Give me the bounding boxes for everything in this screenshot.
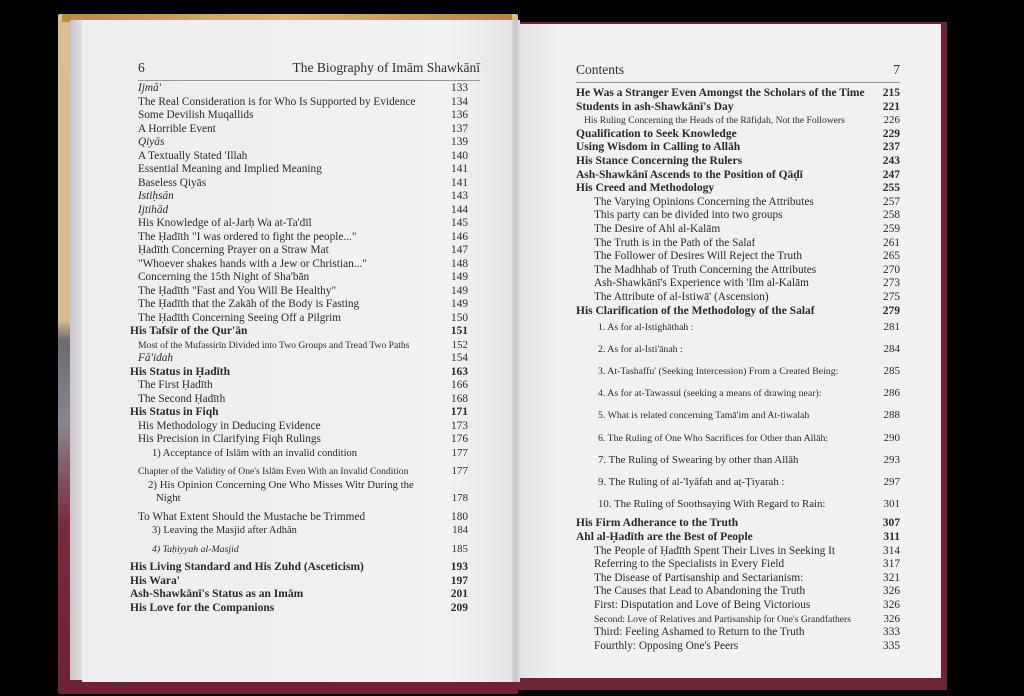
toc-page: 285 bbox=[883, 365, 900, 378]
toc-chapter bbox=[130, 406, 468, 420]
toc-title: Fā'idah bbox=[138, 352, 174, 364]
toc-title: The People of Ḥadīth Spent Their Lives in Seeking It bbox=[594, 544, 836, 557]
toc-title: The Ḥadīth that the Zakāh of the Body is Fasting bbox=[138, 298, 360, 310]
toc-entry bbox=[130, 109, 468, 123]
toc-title: A Textually Stated 'Illah bbox=[138, 149, 248, 162]
toc-entry bbox=[576, 237, 900, 251]
toc-page: 152 bbox=[451, 338, 468, 351]
toc-page: 237 bbox=[882, 141, 900, 154]
toc-title: Ash-Shawkānī Ascends to the Position of Qāḍī bbox=[576, 168, 803, 181]
toc-title: The Truth is in the Path of the Salaf bbox=[594, 236, 756, 249]
toc-title: 2. As for al-Isti'ānah : bbox=[598, 344, 683, 356]
toc-entry bbox=[130, 177, 468, 191]
toc-entry bbox=[576, 409, 900, 423]
toc-chapter bbox=[576, 517, 900, 531]
toc-entry bbox=[130, 379, 468, 393]
toc-title: The Ḥadīth Concerning Seeing Off a Pilgrim bbox=[138, 311, 342, 324]
toc-title: Some Devilish Muqallids bbox=[138, 109, 254, 121]
toc-page: 177 bbox=[451, 446, 468, 459]
toc-title: This party can be divided into two groups bbox=[594, 209, 783, 222]
toc-title: The Follower of Desires Will Reject the Truth bbox=[594, 250, 802, 263]
toc-title: His Firm Adherance to the Truth bbox=[576, 517, 739, 530]
toc-entry bbox=[130, 190, 468, 204]
toc-entry bbox=[130, 204, 468, 218]
toc-page: 288 bbox=[883, 409, 900, 422]
toc-entry bbox=[130, 258, 468, 272]
toc-page: 297 bbox=[883, 475, 900, 488]
toc-page: 184 bbox=[452, 525, 468, 536]
toc-title: His Creed and Methodology bbox=[576, 182, 715, 195]
toc-entry bbox=[130, 393, 468, 407]
page-stack-edge bbox=[70, 20, 82, 680]
toc-page: 136 bbox=[451, 109, 468, 121]
toc-title: His Living Standard and His Zuhd (Asceticism) bbox=[130, 561, 364, 573]
toc-title: Ijtihād bbox=[138, 203, 169, 216]
toc-page: 171 bbox=[450, 406, 468, 418]
left-running-head bbox=[138, 60, 480, 81]
toc-title: The Attribute of al-Istiwā' (Ascension) bbox=[594, 290, 769, 303]
toc-title: Ḥadīth Concerning Prayer on a Straw Mat bbox=[138, 244, 329, 256]
left-running-title: The Biography of Imām Shawkānī bbox=[292, 60, 480, 75]
toc-title: His Love for the Companions bbox=[130, 601, 275, 614]
toc-entry bbox=[130, 339, 468, 353]
toc-page: 147 bbox=[451, 244, 468, 256]
right-toc-list bbox=[576, 87, 900, 653]
toc-title: His Tafsīr of the Qur'ān bbox=[130, 325, 248, 337]
toc-entry bbox=[130, 163, 468, 177]
toc-page: 139 bbox=[451, 136, 468, 148]
toc-page: 141 bbox=[451, 163, 468, 175]
toc-entry bbox=[130, 82, 468, 96]
toc-entry bbox=[576, 626, 900, 640]
toc-entry bbox=[130, 150, 468, 164]
toc-entry bbox=[130, 312, 468, 326]
toc-chapter bbox=[576, 155, 900, 169]
toc-page: 273 bbox=[883, 277, 900, 290]
right-running-title: Contents bbox=[576, 62, 625, 77]
toc-title: The Second Ḥadīth bbox=[138, 392, 226, 405]
toc-title: 5. What is related concerning Tamā'im and At-tiwalah bbox=[598, 410, 810, 422]
toc-title: 4. As for at-Tawassul (seeking a means of drawing near): bbox=[598, 388, 822, 400]
toc-title: The Desire of Ahl al-Kalām bbox=[594, 222, 721, 235]
toc-title: His Status in Ḥadīth bbox=[130, 365, 231, 378]
toc-title: The Real Consideration is for Who Is Supported by Evidence bbox=[138, 95, 416, 108]
toc-page: 137 bbox=[451, 122, 468, 135]
toc-entry bbox=[576, 365, 900, 379]
book-gutter bbox=[512, 20, 520, 682]
left-page-number: 6 bbox=[138, 60, 145, 75]
toc-title: 6. The Ruling of One Who Sacrifices for Other than Allāh: bbox=[598, 432, 829, 444]
toc-title: The Madhhab of Truth Concerning the Attributes bbox=[594, 263, 817, 276]
toc-page: 259 bbox=[883, 222, 900, 235]
toc-page: 221 bbox=[882, 100, 900, 113]
toc-chapter bbox=[130, 588, 468, 602]
toc-title: The Disease of Partisanship and Sectarianism: bbox=[594, 571, 804, 584]
toc-entry bbox=[576, 613, 900, 627]
toc-entry bbox=[576, 277, 900, 291]
toc-chapter bbox=[130, 602, 468, 616]
toc-title: Concerning the 15th Night of Sha'bān bbox=[138, 271, 310, 283]
toc-page: 149 bbox=[451, 284, 468, 297]
toc-title: Second: Love of Relatives and Partisanship for One's Grandfathers bbox=[594, 613, 851, 625]
toc-title: To What Extent Should the Mustache be Trimmed bbox=[138, 510, 366, 523]
toc-page: 178 bbox=[451, 492, 468, 504]
toc-title: 1) Acceptance of Islām with an invalid condition bbox=[152, 447, 357, 459]
toc-chapter bbox=[576, 169, 900, 183]
toc-entry bbox=[130, 465, 468, 479]
toc-page: 275 bbox=[883, 290, 900, 303]
toc-title: Qualification to Seek Knowledge bbox=[576, 127, 737, 140]
toc-title: Essential Meaning and Implied Meaning bbox=[138, 163, 322, 175]
toc-title: 7. The Ruling of Swearing by other than Allāh bbox=[598, 453, 799, 466]
toc-page: 314 bbox=[883, 544, 900, 557]
toc-page: 321 bbox=[883, 571, 900, 584]
toc-entry bbox=[576, 476, 900, 490]
toc-page: 149 bbox=[451, 298, 468, 310]
toc-page: 209 bbox=[450, 601, 468, 614]
toc-entry bbox=[130, 231, 468, 245]
toc-chapter bbox=[576, 531, 900, 545]
toc-page: 185 bbox=[451, 542, 468, 555]
toc-title: His Wara' bbox=[130, 574, 180, 587]
toc-title: Ahl al-Ḥadīth are the Best of People bbox=[576, 531, 753, 544]
toc-page: 265 bbox=[883, 250, 900, 263]
toc-title: Ash-Shawkānī's Experience with 'Ilm al-Kalām bbox=[594, 277, 809, 290]
toc-entry bbox=[576, 498, 900, 512]
toc-title: 4) Taḥiyyah al-Masjid bbox=[152, 543, 239, 555]
toc-title: The Ḥadīth "Fast and You Will Be Healthy" bbox=[138, 284, 337, 297]
toc-page: 144 bbox=[451, 203, 468, 216]
toc-entry bbox=[576, 387, 900, 401]
toc-entry bbox=[576, 209, 900, 223]
toc-page: 229 bbox=[882, 127, 900, 140]
toc-title: His Ruling Concerning the Heads of the Rāfiḍah, Not the Followers bbox=[584, 115, 845, 127]
toc-title: 3) Leaving the Masjid after Adhān bbox=[152, 525, 297, 536]
toc-entry bbox=[130, 285, 468, 299]
toc-title: Ash-Shawkānī's Status as an Imām bbox=[130, 588, 304, 600]
toc-title: Using Wisdom in Calling to Allāh bbox=[576, 141, 741, 154]
toc-page: 168 bbox=[451, 392, 468, 405]
toc-chapter bbox=[576, 87, 900, 101]
toc-title: Referring to the Specialists in Every Field bbox=[594, 558, 785, 571]
toc-page: 286 bbox=[883, 387, 900, 400]
toc-chapter bbox=[130, 575, 468, 589]
toc-entry bbox=[576, 114, 900, 128]
left-toc-list bbox=[130, 82, 468, 615]
toc-chapter bbox=[130, 561, 468, 575]
toc-page: 133 bbox=[451, 82, 468, 94]
toc-entry bbox=[576, 545, 900, 559]
toc-page: 140 bbox=[451, 149, 468, 162]
toc-page: 326 bbox=[883, 585, 900, 598]
toc-title: Baseless Qiyās bbox=[138, 176, 207, 189]
toc-page: 284 bbox=[883, 343, 900, 356]
toc-entry bbox=[576, 585, 900, 599]
toc-title: Ijmā' bbox=[138, 82, 162, 94]
toc-entry bbox=[576, 572, 900, 586]
toc-title: Fourthly: Opposing One's Peers bbox=[594, 639, 739, 652]
toc-page: 317 bbox=[883, 558, 900, 571]
toc-page: 261 bbox=[883, 236, 900, 249]
toc-page: 326 bbox=[883, 612, 900, 625]
toc-entry bbox=[576, 640, 900, 654]
toc-entry bbox=[130, 511, 468, 525]
toc-entry bbox=[130, 543, 468, 557]
toc-page: 149 bbox=[451, 271, 468, 283]
toc-entry bbox=[130, 420, 468, 434]
toc-page: 270 bbox=[883, 263, 900, 276]
toc-entry bbox=[576, 599, 900, 613]
toc-entry bbox=[130, 352, 468, 366]
toc-entry bbox=[576, 432, 900, 446]
toc-title: Qiyās bbox=[138, 136, 165, 148]
toc-page: 148 bbox=[451, 257, 468, 270]
toc-page: 173 bbox=[451, 419, 468, 432]
toc-title: Most of the Mufassirīn Divided into Two Groups and Tread Two Paths bbox=[138, 339, 410, 351]
toc-page: 301 bbox=[883, 497, 900, 510]
toc-page: 150 bbox=[451, 311, 468, 324]
toc-entry bbox=[130, 271, 468, 285]
toc-page: 255 bbox=[882, 182, 900, 195]
toc-title: His Knowledge of al-Jarḥ Wa at-Ta'dīl bbox=[138, 217, 312, 229]
toc-entry bbox=[576, 291, 900, 305]
toc-page: 215 bbox=[882, 87, 900, 99]
toc-title: The Causes that Lead to Abandoning the Truth bbox=[594, 585, 806, 598]
toc-entry bbox=[130, 244, 468, 258]
toc-page: 180 bbox=[451, 510, 468, 523]
toc-page: 247 bbox=[882, 168, 900, 181]
toc-title: He Was a Stranger Even Amongst the Scholars of the Time bbox=[576, 87, 865, 99]
toc-page: 146 bbox=[451, 230, 468, 243]
toc-entry bbox=[576, 250, 900, 264]
toc-chapter bbox=[130, 366, 468, 380]
toc-title: His Stance Concerning the Rulers bbox=[576, 154, 743, 167]
toc-page: 311 bbox=[883, 531, 900, 544]
toc-chapter bbox=[576, 305, 900, 319]
toc-page: 293 bbox=[883, 453, 900, 466]
toc-entry bbox=[130, 433, 468, 447]
toc-entry bbox=[576, 343, 900, 357]
toc-title: The Ḥadīth "I was ordered to fight the people..." bbox=[138, 230, 357, 243]
toc-title: Chapter of the Validity of One's Islām Even With an Invalid Condition bbox=[138, 466, 409, 477]
toc-page: 257 bbox=[883, 195, 900, 208]
toc-title: His Methodology in Deducing Evidence bbox=[138, 419, 321, 432]
toc-title: 3. At-Tashaffu' (Seeking Intercession) From a Created Being: bbox=[598, 366, 839, 378]
toc-chapter bbox=[576, 128, 900, 142]
toc-page: 197 bbox=[450, 574, 468, 587]
toc-page: 193 bbox=[450, 561, 468, 573]
toc-entry bbox=[130, 123, 468, 137]
toc-page: 326 bbox=[883, 599, 900, 611]
toc-title: The Varying Opinions Concerning the Attributes bbox=[594, 195, 814, 208]
toc-entry bbox=[130, 479, 468, 506]
toc-entry bbox=[130, 217, 468, 231]
toc-title: His Status in Fiqh bbox=[130, 406, 219, 418]
toc-title: 9. The Ruling of al-'Iyāfah and aṭ-Ṭiyarah : bbox=[598, 475, 785, 488]
toc-page: 335 bbox=[883, 639, 900, 652]
toc-entry bbox=[130, 96, 468, 110]
toc-entry bbox=[576, 264, 900, 278]
toc-title: Third: Feeling Ashamed to Return to the Truth bbox=[594, 626, 805, 639]
toc-entry bbox=[576, 558, 900, 572]
toc-page: 307 bbox=[882, 517, 900, 530]
toc-page: 290 bbox=[883, 431, 900, 444]
toc-page: 333 bbox=[883, 626, 900, 639]
toc-entry bbox=[130, 524, 468, 538]
right-running-head bbox=[576, 62, 900, 83]
toc-title: The First Ḥadīth bbox=[138, 379, 213, 391]
toc-page: 151 bbox=[450, 325, 468, 337]
toc-page: 226 bbox=[883, 114, 900, 127]
toc-entry bbox=[576, 223, 900, 237]
toc-page: 243 bbox=[882, 154, 900, 167]
toc-page: 134 bbox=[451, 95, 468, 108]
toc-title: 1. As for al-Istighāthah : bbox=[598, 322, 694, 334]
toc-page: 279 bbox=[882, 304, 900, 317]
toc-title: 10. The Ruling of Soothsaying With Regard to Rain: bbox=[598, 497, 826, 510]
toc-page: 177 bbox=[451, 465, 468, 477]
toc-chapter bbox=[576, 182, 900, 196]
toc-entry bbox=[130, 298, 468, 312]
toc-entry bbox=[130, 447, 468, 461]
right-page-number: 7 bbox=[893, 62, 900, 77]
toc-entry bbox=[576, 454, 900, 468]
toc-page: 201 bbox=[450, 588, 468, 600]
toc-chapter bbox=[576, 141, 900, 155]
toc-title: 2) His Opinion Concerning One Who Misses Witr During the Night bbox=[148, 478, 414, 504]
toc-chapter bbox=[130, 325, 468, 339]
toc-page: 154 bbox=[451, 352, 468, 364]
toc-title: Istiḥsān bbox=[138, 190, 174, 202]
toc-page: 163 bbox=[450, 365, 468, 378]
toc-page: 281 bbox=[883, 321, 900, 334]
toc-entry bbox=[576, 196, 900, 210]
toc-page: 176 bbox=[451, 433, 468, 445]
toc-page: 258 bbox=[883, 209, 900, 222]
toc-title: His Clarification of the Methodology of the Salaf bbox=[576, 304, 815, 317]
toc-title: Students in ash-Shawkānī's Day bbox=[576, 100, 734, 113]
toc-page: 143 bbox=[451, 190, 468, 202]
toc-page: 141 bbox=[451, 176, 468, 189]
toc-title: A Horrible Event bbox=[138, 122, 216, 135]
toc-page: 145 bbox=[451, 217, 468, 229]
toc-title: First: Disputation and Love of Being Victorious bbox=[594, 599, 811, 611]
toc-entry bbox=[130, 136, 468, 150]
toc-chapter bbox=[576, 101, 900, 115]
toc-entry bbox=[576, 321, 900, 335]
toc-page: 166 bbox=[451, 379, 468, 391]
toc-title: His Precision in Clarifying Fiqh Rulings bbox=[138, 433, 321, 445]
toc-title: "Whoever shakes hands with a Jew or Christian..." bbox=[138, 257, 367, 270]
